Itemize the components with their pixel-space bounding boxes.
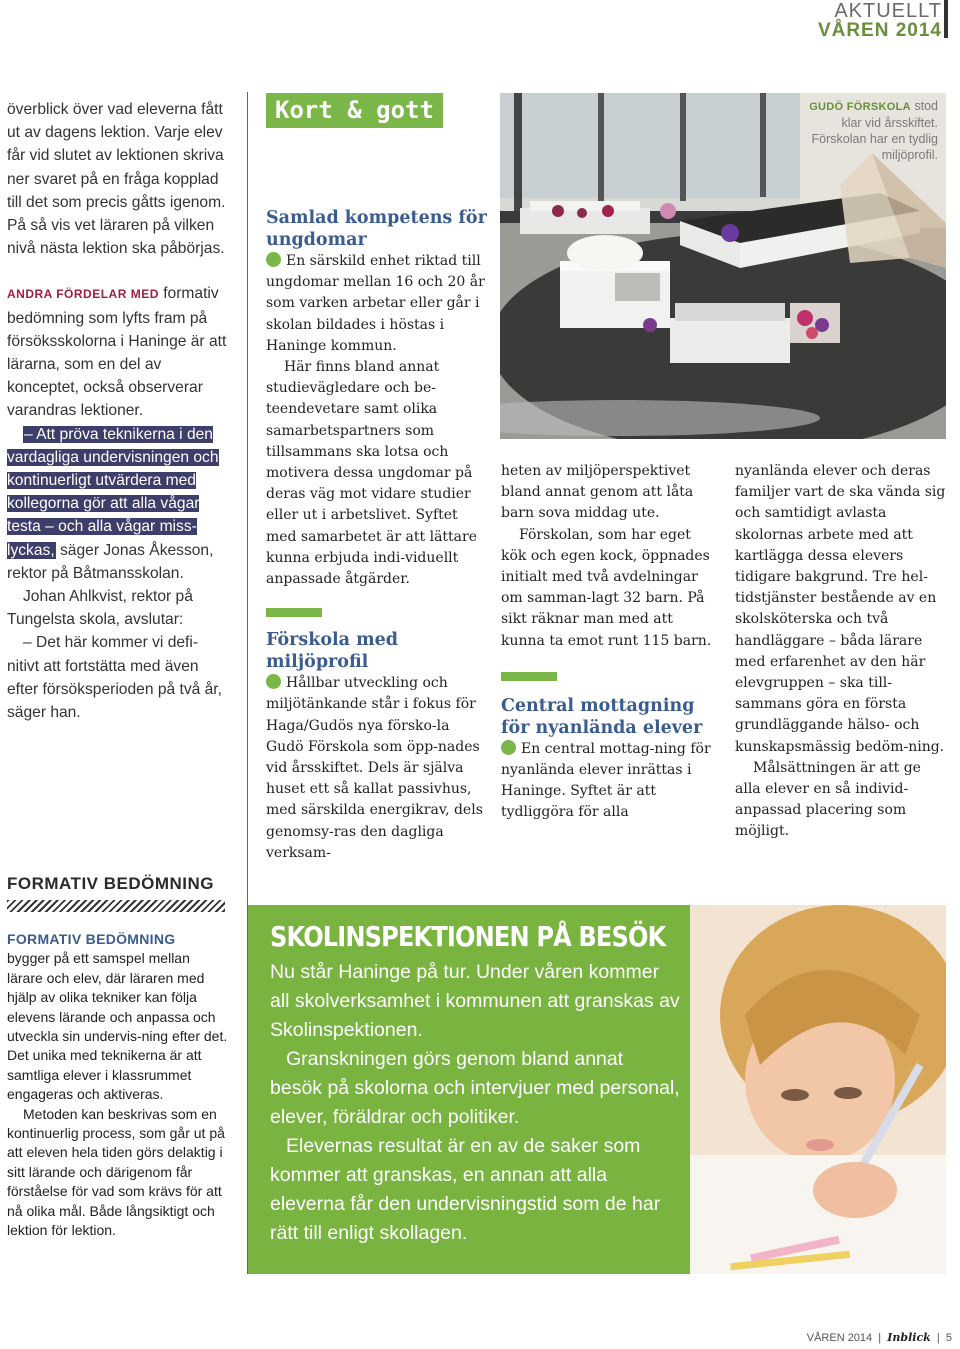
news-column-2 bbox=[266, 207, 488, 864]
panel-body bbox=[270, 958, 680, 1248]
paragraph: – Det här kommer vi defi-nitivt att fortstätta med även efter försöksperioden på två år, säger han. bbox=[7, 634, 222, 722]
bullet-dot-icon bbox=[266, 674, 281, 689]
paragraph: nyanlända elever och deras familjer vart de ska vända sig och samtidigt avlasta skolornas arbete med att kartlägga dessa elevers tidigare bakgrund. Tre hel-tidstjänster bestående av en skolsköterska och två handläggare – båda lärare med erfarenhet av den här elevgruppen – ska till-sammans göra en första grundläggande hälso- och kunskapsmässig bedöm-ning. bbox=[735, 463, 946, 755]
child-writing-illustration bbox=[690, 905, 946, 1274]
paragraph: En särskild enhet riktad till ungdomar mellan 16 och 20 år som varken arbetar eller går i skolan bildades i höstas i Haninge kommun. bbox=[266, 253, 485, 354]
news-column-4 bbox=[735, 461, 951, 843]
paragraph: En central mottag-ning för nyanlända elever inrättas i Haninge. Syftet är att tydliggöra för alla bbox=[501, 740, 711, 821]
section-label: AKTUELLT bbox=[834, 0, 942, 22]
section-heading: Förskola med miljöprofil bbox=[266, 630, 398, 673]
paragraph: heten av miljöperspektivet bland annat genom att låta barn sova middag ute. bbox=[501, 463, 694, 522]
green-divider bbox=[266, 608, 322, 617]
child-writing-photo bbox=[690, 905, 946, 1274]
section-heading: Samlad kompetens för ungdomar bbox=[266, 208, 487, 250]
paragraph: Målsättningen är att ge alla elever en så individ-anpassad placering som möjligt. bbox=[735, 759, 921, 840]
page-footer: VÅREN 2014 | Inblick | 5 bbox=[806, 1331, 952, 1344]
green-divider bbox=[501, 672, 557, 681]
footer-issue: VÅREN 2014 bbox=[806, 1332, 873, 1344]
paragraph: Elevernas resultat är en av de saker som kommer att granskas, en annan att alla eleverna får den undervisningstid som de har rätt till enligt skollagen. bbox=[270, 1135, 661, 1244]
photo-caption: GUDÖ FÖRSKOLA stod klar vid årsskiftet. Förskolan har en tydlig miljöprofil. bbox=[809, 99, 938, 162]
hatch-divider bbox=[7, 900, 225, 912]
paragraph: Förskolan, som har eget kök och egen kock, öppnades initialt med två avdelningar om samman-lagt 32 barn. På sikt räknar man med att kunna ta emot runt 115 barn. bbox=[501, 526, 712, 649]
highlighted-quote: – Att pröva teknikerna i den vardagliga undervisningen och kontinuerligt utvärdera med kollegorna gör att alla vågar testa – och alla vågar miss-lyckas, bbox=[7, 425, 219, 559]
bullet-dot-icon bbox=[266, 252, 281, 267]
paragraph: bygger på ett samspel mellan lärare och elev, där läraren med hjälp av olika tekniker kan följa elevens lärande och anpassa och utveckla sin undervis-ning efter det. Det unika med teknikerna är att samtliga elever i klassrummet engageras och aktiveras. bbox=[7, 950, 228, 1103]
article-column-1 bbox=[7, 98, 229, 724]
paragraph: Nu står Haninge på tur. Under våren kommer all skolverksamhet i kommunen att granskas av Skolinspektionen. bbox=[270, 961, 680, 1041]
kort-och-gott-label: Kort & gott bbox=[266, 93, 443, 128]
panel-title: SKOLINSPEKTIONEN PÅ BESÖK bbox=[270, 920, 666, 953]
factbox-body bbox=[7, 930, 229, 1241]
header-bar bbox=[944, 0, 948, 38]
factbox-subheading: FORMATIV BEDÖMNING bbox=[7, 931, 176, 947]
page-number: 5 bbox=[945, 1332, 952, 1344]
news-column-3 bbox=[501, 461, 717, 824]
paragraph: Metoden kan beskrivas som en kontinuerlig process, som går ut på att eleven hela tiden görs delaktig i sitt lärande och därigenom får förståelse för vad som krävs för att nå olika mål. Både långsiktigt och lektion för lektion. bbox=[7, 1105, 225, 1239]
paragraph: Hållbar utveckling och miljötänkande står i fokus för Haga/Gudös nya försko-la Gudö Förskola som öpp-nades vid årsskiftet. Dels är själva huset ett så kallat passivhus, med särskilda energikrav, dels genomsy-ras den dagliga verksam- bbox=[266, 675, 483, 861]
section-heading: Central mottagning för nyanlända elever bbox=[501, 695, 703, 738]
paragraph: Här finns bland annat studievägledare och be-teendevetare samt olika samarbetspartners som tillsammans ska lotsa och motivera dessa ungdomar på deras väg mot vidare studier eller ut i arbetslivet. Syftet med samarbetet är att lättare kunna erbjuda indi-viduellt anpassade åtgärder. bbox=[266, 359, 477, 588]
issue-label: VÅREN 2014 bbox=[817, 20, 942, 41]
quote-paragraph: – Att pröva teknikerna i den vardagliga undervisningen och kontinuerligt utvärdera med kollegorna gör att alla vågar testa – och alla vågar miss-lyckas, säger Jonas Åkesson, rektor på Båtmansskolan. bbox=[7, 425, 219, 582]
paragraph: Johan Ahlkvist, rektor på Tungelsta skola, avslutar: bbox=[7, 588, 193, 629]
factbox-heading: FORMATIV BEDÖMNING bbox=[7, 874, 215, 893]
bullet-dot-icon bbox=[501, 740, 516, 755]
paragraph: överblick över vad eleverna fått ut av dagens lektion. Varje elev får vid slutet av lektionen skriva ner svaret på en fråga kopplad till det som precis gåtts igenom. På så vis vet läraren på vilken nivå nästa lektion ska påbörjas. bbox=[7, 101, 226, 258]
paragraph: Granskningen görs genom bland annat besök på skolorna och intervjuer med personal, elever, föräldrar och politiker. bbox=[270, 1048, 680, 1128]
paragraph: ANDRA FÖRDELAR MED formativ bedömning som lyfts fram på försöksskolorna i Haninge är att lärarna, som en del av konceptet, också observerar varandras lektioner. bbox=[7, 285, 227, 420]
magazine-name: Inblick bbox=[887, 1331, 931, 1344]
lead-in: ANDRA FÖRDELAR MED bbox=[7, 287, 159, 302]
